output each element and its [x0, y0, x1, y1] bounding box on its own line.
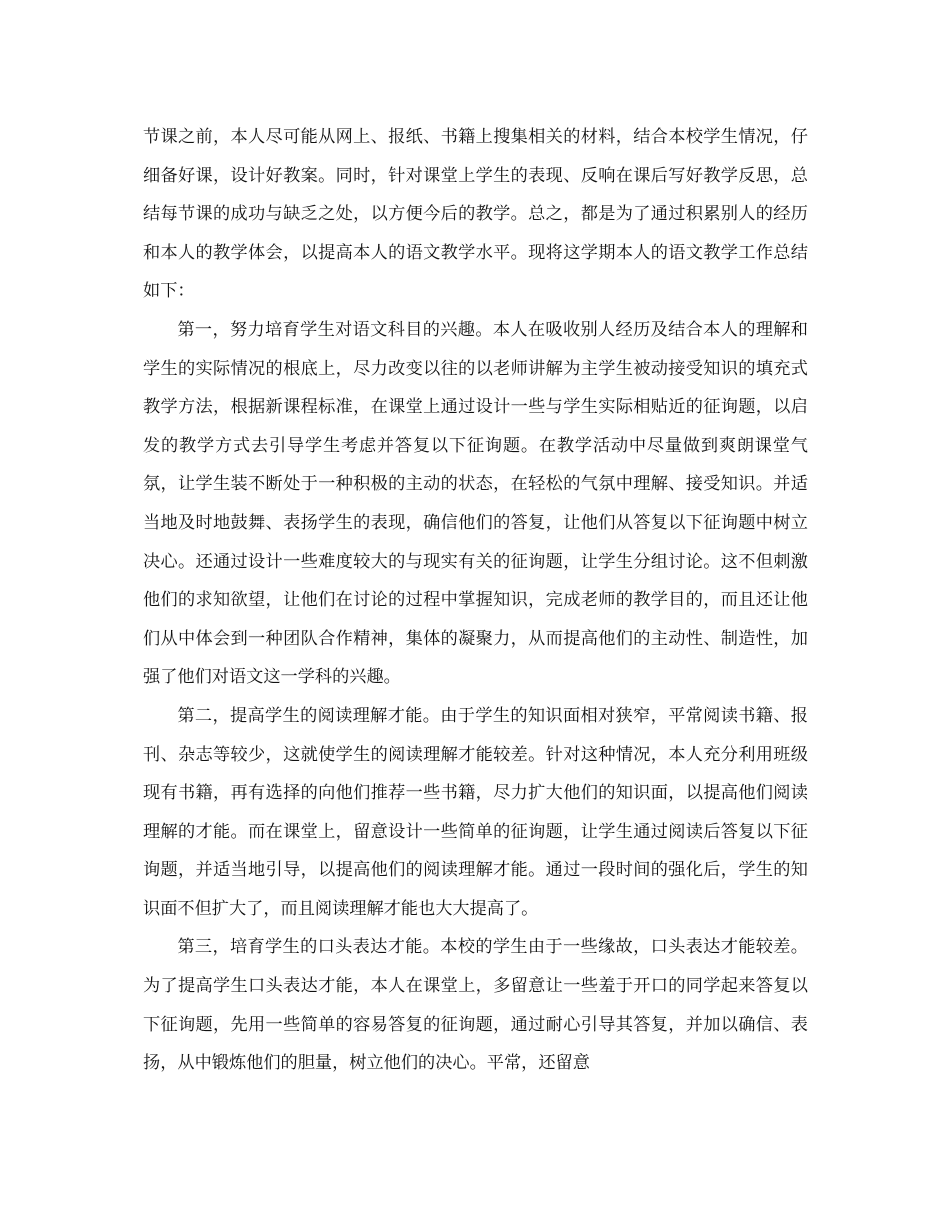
- paragraph-second-point: 第二，提高学生的阅读理解才能。由于学生的知识面相对狭窄，平常阅读书籍、报刊、杂志等较少，这就使学生的阅读理解才能较差。针对这种情况，本人充分利用班级现有书籍，再有选择的向他们推荐一些书籍，尽力扩大他们的知识面，以提高他们阅读理解的才能。而在课堂上，留意设计一些简单的征询题，让学生通过阅读后答复以下征询题，并适当地引导，以提高他们的阅读理解才能。通过一段时间的强化后，学生的知识面不但扩大了，而且阅读理解才能也大大提高了。: [143, 705, 808, 919]
- paragraph-first-point: 第一，努力培育学生对语文科目的兴趣。本人在吸收别人经历及结合本人的理解和学生的实际情况的根底上，尽力改变以往的以老师讲解为主学生被动接受知识的填充式教学方法，根据新课程标准，在课堂上通过设计一些与学生实际相贴近的征询题，以启发的教学方式去引导学生考虑并答复以下征询题。在教学活动中尽量做到爽朗课堂气氛，让学生装不断处于一种积极的主动的状态，在轻松的气氛中理解、接受知识。并适当地及时地鼓舞、表扬学生的表现，确信他们的答复，让他们从答复以下征询题中树立决心。还通过设计一些难度较大的与现实有关的征询题，让学生分组讨论。这不但刺激他们的求知欲望，让他们在讨论的过程中掌握知识，完成老师的教学目的，而且还让他们从中体会到一种团队合作精神，集体的凝聚力，从而提高他们的主动性、制造性，加强了他们对语文这一学科的兴趣。: [143, 319, 808, 688]
- document-body: [143, 118, 808, 1083]
- paragraph-intro-continuation: 节课之前，本人尽可能从网上、报纸、书籍上搜集相关的材料，结合本校学生情况，仔细备好课，设计好教案。同时，针对课堂上学生的表现、反响在课后写好教学反思，总结每节课的成功与缺乏之处，以方便今后的教学。总之，都是为了通过积累别人的经历和本人的教学体会，以提高本人的语文教学水平。现将这学期本人的语文教学工作总结如下：: [143, 127, 808, 302]
- paragraph-third-point: 第三，培育学生的口头表达才能。本校的学生由于一些缘故，口头表达才能较差。为了提高学生口头表达才能，本人在课堂上，多留意让一些羞于开口的同学起来答复以下征询题，先用一些简单的容易答复的征询题，通过耐心引导其答复，并加以确信、表扬，从中锻炼他们的胆量，树立他们的决心。平常，还留意: [143, 937, 808, 1074]
